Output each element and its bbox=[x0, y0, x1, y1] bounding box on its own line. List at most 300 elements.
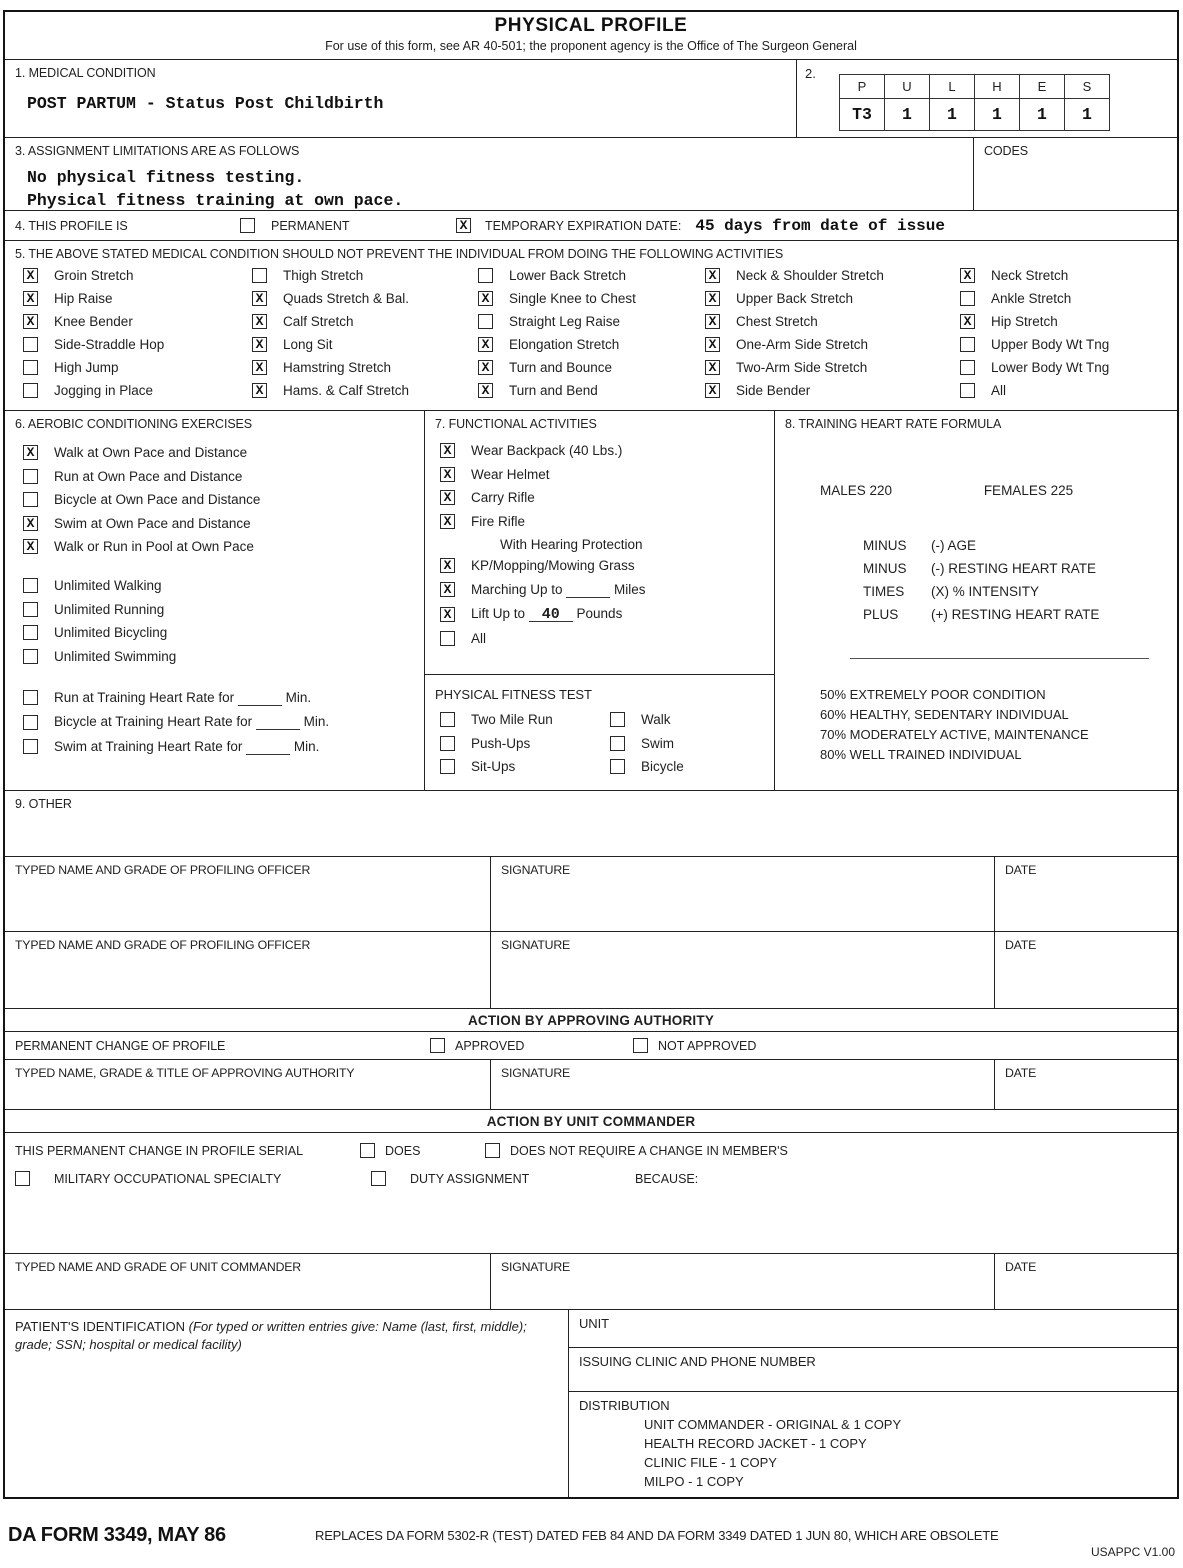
checkbox[interactable] bbox=[610, 759, 625, 774]
checkbox[interactable]: X bbox=[705, 360, 720, 375]
profiling-officer-signature-cell-2[interactable] bbox=[491, 932, 995, 1008]
date-label: DATE bbox=[1005, 938, 1037, 952]
checkbox-label: Bicycle at Training Heart Rate for Min. bbox=[54, 714, 330, 729]
checkbox-label: Thigh Stretch bbox=[283, 268, 364, 283]
checkbox-item bbox=[960, 360, 1177, 375]
checkbox-item bbox=[440, 467, 774, 482]
checkbox[interactable] bbox=[23, 360, 38, 375]
profile-type-label: 4. THIS PROFILE IS bbox=[15, 218, 128, 233]
checkbox[interactable] bbox=[23, 649, 38, 664]
checkbox[interactable]: X bbox=[960, 314, 975, 329]
duty-assignment-checkbox[interactable] bbox=[371, 1171, 386, 1186]
checkbox-item bbox=[610, 736, 774, 751]
signature-label: SIGNATURE bbox=[501, 1260, 571, 1274]
profiling-officer-name-label: TYPED NAME AND GRADE OF PROFILING OFFICER bbox=[15, 863, 311, 877]
checkbox[interactable]: X bbox=[440, 558, 455, 573]
checkbox[interactable]: X bbox=[478, 291, 493, 306]
checkbox[interactable] bbox=[440, 736, 455, 751]
checkbox-label: Side Bender bbox=[736, 383, 811, 398]
formula-steps bbox=[863, 534, 1177, 626]
approving-authority-date-cell[interactable] bbox=[995, 1060, 1177, 1109]
checkbox-label: Swim at Own Pace and Distance bbox=[54, 515, 251, 531]
checkbox-label: Push-Ups bbox=[471, 735, 531, 751]
checkbox-item bbox=[23, 649, 424, 664]
checkbox-label: Wear Helmet bbox=[471, 466, 550, 482]
checkbox-item bbox=[23, 291, 252, 306]
duty-assignment-label: DUTY ASSIGNMENT bbox=[410, 1171, 530, 1186]
physical-fitness-test-label: PHYSICAL FITNESS TEST bbox=[435, 687, 592, 702]
pulhes-value-u[interactable]: 1 bbox=[885, 99, 930, 131]
checkbox-label: Hip Raise bbox=[54, 291, 113, 306]
checkbox-label: Hamstring Stretch bbox=[283, 360, 392, 375]
mos-label: MILITARY OCCUPATIONAL SPECIALTY bbox=[54, 1171, 282, 1186]
pulhes-header-h: H bbox=[975, 75, 1020, 99]
date-label: DATE bbox=[1005, 1260, 1037, 1274]
checkbox-label: Calf Stretch bbox=[283, 314, 354, 329]
checkbox[interactable]: X bbox=[23, 314, 38, 329]
formula-divider bbox=[850, 658, 1149, 659]
codes-cell[interactable] bbox=[974, 138, 1177, 210]
distribution-cell bbox=[569, 1392, 1177, 1497]
checkbox-label: Neck Stretch bbox=[991, 268, 1069, 283]
unit-commander-header: ACTION BY UNIT COMMANDER bbox=[5, 1109, 1177, 1132]
functional-items-bottom bbox=[440, 558, 774, 646]
checkbox[interactable] bbox=[960, 337, 975, 352]
checkbox-label: Groin Stretch bbox=[54, 268, 134, 283]
checkbox-item bbox=[23, 268, 252, 283]
profiling-officer-name-label: TYPED NAME AND GRADE OF PROFILING OFFICER bbox=[15, 938, 311, 952]
aerobic-group-own-pace bbox=[23, 445, 424, 554]
checkbox[interactable]: X bbox=[252, 314, 267, 329]
pulhes-value-e[interactable]: 1 bbox=[1020, 99, 1065, 131]
checkbox[interactable]: X bbox=[705, 383, 720, 398]
checkbox-label: Swim at Training Heart Rate for Min. bbox=[54, 738, 320, 754]
checkbox[interactable] bbox=[960, 383, 975, 398]
checkbox[interactable]: X bbox=[705, 291, 720, 306]
checkbox-label: Chest Stretch bbox=[736, 314, 818, 329]
checkbox-label: Turn and Bend bbox=[509, 383, 598, 398]
distribution-label: DISTRIBUTION bbox=[579, 1398, 670, 1413]
checkbox-label: Two-Arm Side Stretch bbox=[736, 360, 868, 375]
patient-identification-cell[interactable] bbox=[5, 1310, 569, 1497]
permanent-label: PERMANENT bbox=[271, 218, 350, 233]
signature-label: SIGNATURE bbox=[501, 938, 571, 952]
checkbox-item bbox=[252, 383, 478, 398]
does-checkbox[interactable] bbox=[360, 1143, 375, 1158]
checkbox[interactable] bbox=[960, 291, 975, 306]
pulhes-header-u: U bbox=[885, 75, 930, 99]
approving-authority-signature-cell[interactable] bbox=[491, 1060, 995, 1109]
checkbox[interactable] bbox=[440, 759, 455, 774]
distribution-list bbox=[569, 1417, 1177, 1489]
fill-in-blank[interactable] bbox=[238, 692, 282, 706]
checkbox[interactable]: X bbox=[478, 337, 493, 352]
checkbox[interactable] bbox=[23, 739, 38, 754]
medical-condition-label: 1. MEDICAL CONDITION bbox=[15, 66, 156, 80]
formula-op-4: PLUS bbox=[863, 607, 899, 622]
checkbox[interactable] bbox=[252, 268, 267, 283]
section2-label: 2. bbox=[805, 66, 816, 81]
checkbox-label: Unlimited Running bbox=[54, 601, 165, 617]
checkbox-item bbox=[960, 314, 1177, 329]
unit-cell[interactable] bbox=[569, 1310, 1177, 1348]
fill-in-blank[interactable] bbox=[566, 584, 610, 598]
form-header bbox=[5, 12, 1177, 59]
unit-commander-signature-cell[interactable] bbox=[491, 1254, 995, 1309]
aerobic-group-unlimited bbox=[23, 578, 424, 664]
checkbox[interactable]: X bbox=[23, 268, 38, 283]
checkbox[interactable]: X bbox=[440, 607, 455, 622]
permanent-change-label: PERMANENT CHANGE OF PROFILE bbox=[15, 1038, 226, 1053]
checkbox-label: Walk or Run in Pool at Own Pace bbox=[54, 539, 254, 554]
checkbox-item bbox=[23, 360, 252, 375]
because-label: BECAUSE: bbox=[635, 1171, 699, 1186]
profiling-officer-name-cell-1[interactable] bbox=[5, 857, 491, 931]
functional-activities-label: 7. FUNCTIONAL ACTIVITIES bbox=[435, 417, 597, 431]
issuing-clinic-cell[interactable] bbox=[569, 1348, 1177, 1392]
checkbox[interactable] bbox=[23, 690, 38, 705]
formula-op-3: TIMES bbox=[863, 584, 905, 599]
checkbox-label: Lower Body Wt Tng bbox=[991, 360, 1110, 375]
replaces-note: REPLACES DA FORM 5302-R (TEST) DATED FEB 84 AND DA FORM 3349 DATED 1 JUN 80, WHICH ARE OBSOLETE bbox=[315, 1528, 999, 1543]
fill-in-blank[interactable] bbox=[246, 741, 290, 755]
checkbox-item bbox=[960, 337, 1177, 352]
medical-condition-cell[interactable] bbox=[5, 60, 797, 137]
checkbox-label: Fire Rifle bbox=[471, 513, 526, 529]
checkbox-item bbox=[23, 492, 424, 507]
checkbox-label: Carry Rifle bbox=[471, 490, 535, 505]
checkbox-item bbox=[705, 337, 960, 352]
checkbox-item bbox=[705, 291, 960, 306]
intensity-level-60: 60% HEALTHY, SEDENTARY INDIVIDUAL bbox=[820, 707, 1069, 722]
checkbox[interactable] bbox=[478, 268, 493, 283]
checkbox-item bbox=[23, 383, 252, 398]
checkbox-label: Lower Back Stretch bbox=[509, 268, 627, 283]
checkbox-label: Walk bbox=[641, 712, 671, 727]
checkbox[interactable] bbox=[23, 602, 38, 617]
hearing-protection-subheading: With Hearing Protection bbox=[500, 537, 643, 552]
formula-op-1: MINUS bbox=[863, 538, 907, 553]
patient-identification-note: (For typed or written entries give: Name (last, first, middle); grade; SSN; hospital or medical facility) bbox=[15, 1319, 527, 1352]
checkbox-label: Neck & Shoulder Stretch bbox=[736, 268, 884, 283]
checkbox[interactable] bbox=[23, 337, 38, 352]
females-base-rate: FEMALES 225 bbox=[983, 483, 1074, 498]
checkbox-item bbox=[960, 268, 1177, 283]
checkbox-label: Ankle Stretch bbox=[991, 291, 1072, 306]
formula-op-2: MINUS bbox=[863, 561, 907, 576]
checkbox[interactable]: X bbox=[440, 467, 455, 482]
checkbox-item bbox=[252, 314, 478, 329]
temporary-label: TEMPORARY EXPIRATION DATE: bbox=[485, 218, 682, 233]
checkbox-item bbox=[23, 445, 424, 460]
unit-commander-name-label: TYPED NAME AND GRADE OF UNIT COMMANDER bbox=[15, 1260, 301, 1274]
formula-expr-2: (-) RESTING HEART RATE bbox=[931, 561, 1097, 576]
approving-authority-name-cell[interactable] bbox=[5, 1060, 491, 1109]
unit-label: UNIT bbox=[579, 1316, 609, 1331]
checkbox-item bbox=[252, 291, 478, 306]
checkbox[interactable] bbox=[610, 736, 625, 751]
checkbox[interactable]: X bbox=[705, 268, 720, 283]
profile-serial-label: THIS PERMANENT CHANGE IN PROFILE SERIAL bbox=[15, 1143, 304, 1158]
activities-column-2 bbox=[252, 268, 478, 406]
checkbox-label: Hip Stretch bbox=[991, 314, 1058, 329]
checkbox-item bbox=[23, 625, 424, 640]
checkbox-label: Bicycle at Own Pace and Distance bbox=[54, 492, 261, 507]
formula-expr-1: (-) AGE bbox=[931, 538, 977, 553]
checkbox-label: Quads Stretch & Bal. bbox=[283, 291, 410, 306]
checkbox-item bbox=[252, 337, 478, 352]
does-not-checkbox[interactable] bbox=[485, 1143, 500, 1158]
formula-expr-3: (X) % INTENSITY bbox=[931, 584, 1040, 599]
checkbox[interactable]: X bbox=[440, 514, 455, 529]
checkbox-item bbox=[440, 443, 774, 458]
fitness-column-2 bbox=[610, 712, 774, 783]
checkbox-item bbox=[23, 314, 252, 329]
functional-items-top bbox=[440, 443, 774, 529]
checkbox[interactable]: X bbox=[23, 516, 38, 531]
checkbox-item bbox=[478, 291, 705, 306]
checkbox[interactable]: X bbox=[252, 291, 267, 306]
checkbox-item bbox=[478, 360, 705, 375]
checkbox-item bbox=[23, 578, 424, 593]
checkbox-item bbox=[478, 337, 705, 352]
formula-expr-4: (+) RESTING HEART RATE bbox=[931, 607, 1100, 622]
checkbox-item bbox=[440, 631, 774, 646]
checkbox-label: Two Mile Run bbox=[471, 712, 553, 727]
checkbox[interactable] bbox=[23, 625, 38, 640]
fill-in-blank[interactable]: 40 bbox=[529, 608, 573, 622]
checkbox-label: Unlimited Walking bbox=[54, 578, 162, 593]
checkbox-label: Jogging in Place bbox=[54, 383, 154, 398]
distribution-item: UNIT COMMANDER - ORIGINAL & 1 COPY bbox=[644, 1417, 902, 1432]
assignment-limitations-label: 3. ASSIGNMENT LIMITATIONS ARE AS FOLLOWS bbox=[15, 144, 300, 158]
form-subtitle: For use of this form, see AR 40-501; the proponent agency is the Office of The Surgeon General bbox=[325, 39, 857, 53]
pulhes-value-p[interactable]: T3 bbox=[840, 99, 885, 131]
profiling-officer-date-cell-1[interactable] bbox=[995, 857, 1177, 931]
checkbox-item bbox=[705, 383, 960, 398]
checkbox-item bbox=[23, 739, 424, 755]
checkbox-label: Run at Own Pace and Distance bbox=[54, 468, 243, 484]
checkbox-item bbox=[478, 383, 705, 398]
date-label: DATE bbox=[1005, 1066, 1037, 1080]
checkbox-item bbox=[23, 714, 424, 730]
checkbox-label: Lift Up to 40 Pounds bbox=[471, 606, 623, 623]
checkbox-label: Walk at Own Pace and Distance bbox=[54, 445, 248, 460]
checkbox[interactable] bbox=[23, 578, 38, 593]
checkbox-item bbox=[440, 514, 774, 529]
heart-rate-formula-label: 8. TRAINING HEART RATE FORMULA bbox=[785, 417, 1002, 431]
form-title: PHYSICAL PROFILE bbox=[494, 15, 688, 36]
checkbox-item bbox=[23, 539, 424, 554]
not-approved-checkbox[interactable] bbox=[633, 1038, 648, 1053]
checkbox-label: Marching Up to Miles bbox=[471, 581, 646, 597]
checkbox-label: Upper Back Stretch bbox=[736, 291, 854, 306]
other-section[interactable] bbox=[5, 790, 1177, 856]
checkbox-label: Run at Training Heart Rate for Min. bbox=[54, 689, 312, 705]
pulhes-header-e: E bbox=[1020, 75, 1065, 99]
checkbox-label: Unlimited Bicycling bbox=[54, 625, 168, 640]
checkbox[interactable]: X bbox=[440, 582, 455, 597]
date-label: DATE bbox=[1005, 863, 1037, 877]
pulhes-table bbox=[839, 74, 1110, 131]
checkbox-item bbox=[440, 606, 774, 622]
pulhes-cell bbox=[797, 60, 1177, 137]
intensity-level-70: 70% MODERATELY ACTIVE, MAINTENANCE bbox=[820, 727, 1089, 742]
physical-fitness-test-box bbox=[425, 675, 774, 783]
unit-commander-date-cell[interactable] bbox=[995, 1254, 1177, 1309]
checkbox-label: KP/Mopping/Mowing Grass bbox=[471, 558, 635, 573]
checkbox-label: Straight Leg Raise bbox=[509, 314, 621, 329]
checkbox-label: Bicycle bbox=[641, 759, 684, 774]
checkbox[interactable]: X bbox=[478, 383, 493, 398]
checkbox-label: Hams. & Calf Stretch bbox=[283, 383, 410, 398]
patient-identification-label: PATIENT'S IDENTIFICATION bbox=[15, 1319, 186, 1334]
checkbox[interactable] bbox=[440, 712, 455, 727]
checkbox-label: Upper Body Wt Tng bbox=[991, 337, 1110, 352]
checkbox[interactable] bbox=[23, 715, 38, 730]
intensity-level-50: 50% EXTREMELY POOR CONDITION bbox=[820, 687, 1046, 702]
checkbox-item bbox=[705, 314, 960, 329]
version-stamp: USAPPC V1.00 bbox=[1090, 1545, 1175, 1559]
checkbox-label: Turn and Bounce bbox=[509, 360, 613, 375]
limitation-line-2: Physical fitness training at own pace. bbox=[27, 191, 404, 210]
checkbox[interactable]: X bbox=[705, 314, 720, 329]
fill-in-blank[interactable] bbox=[256, 716, 300, 730]
pulhes-header-s: S bbox=[1065, 75, 1110, 99]
approving-authority-name-label: TYPED NAME, GRADE & TITLE OF APPROVING AUTHORITY bbox=[15, 1066, 355, 1080]
aerobic-group-heart-rate bbox=[23, 690, 424, 755]
physical-profile-form bbox=[3, 10, 1179, 1499]
does-not-label: DOES NOT REQUIRE A CHANGE IN MEMBER'S bbox=[510, 1143, 788, 1158]
males-base-rate: MALES 220 bbox=[820, 483, 893, 498]
checkbox-item bbox=[960, 383, 1177, 398]
checkbox-label: Sit-Ups bbox=[471, 759, 516, 774]
activities-section-label: 5. THE ABOVE STATED MEDICAL CONDITION SHOULD NOT PREVENT THE INDIVIDUAL FROM DOING THE FOLLOWING ACTIVITIES bbox=[15, 247, 784, 261]
checkbox[interactable]: X bbox=[252, 383, 267, 398]
checkbox-label: Elongation Stretch bbox=[509, 337, 620, 352]
aerobic-exercises-label: 6. AEROBIC CONDITIONING EXERCISES bbox=[15, 417, 253, 431]
intensity-levels bbox=[820, 685, 1177, 765]
temporary-checkbox[interactable]: X bbox=[456, 218, 471, 233]
pulhes-value-s[interactable]: 1 bbox=[1065, 99, 1110, 131]
checkbox-item bbox=[23, 690, 424, 706]
aerobic-exercises-section bbox=[5, 411, 425, 790]
checkbox[interactable]: X bbox=[440, 490, 455, 505]
checkbox-item bbox=[23, 337, 252, 352]
approving-authority-header: ACTION BY APPROVING AUTHORITY bbox=[5, 1008, 1177, 1031]
distribution-item: HEALTH RECORD JACKET - 1 COPY bbox=[644, 1436, 867, 1451]
form-number: DA FORM 3349, MAY 86 bbox=[8, 1524, 226, 1546]
checkbox[interactable]: X bbox=[23, 445, 38, 460]
checkbox-label: High Jump bbox=[54, 360, 119, 375]
intensity-level-80: 80% WELL TRAINED INDIVIDUAL bbox=[820, 747, 1022, 762]
checkbox-label: Knee Bender bbox=[54, 314, 133, 329]
unit-commander-name-cell[interactable] bbox=[5, 1254, 491, 1309]
checkbox-label: Unlimited Swimming bbox=[54, 648, 177, 664]
heart-rate-formula-section bbox=[775, 411, 1177, 790]
checkbox-item bbox=[705, 360, 960, 375]
checkbox-item bbox=[610, 712, 774, 727]
signature-label: SIGNATURE bbox=[501, 863, 571, 877]
checkbox[interactable]: X bbox=[478, 360, 493, 375]
checkbox[interactable] bbox=[610, 712, 625, 727]
checkbox-item bbox=[252, 360, 478, 375]
checkbox-item bbox=[440, 736, 610, 751]
checkbox-label: Wear Backpack (40 Lbs.) bbox=[471, 443, 623, 458]
checkbox-item bbox=[440, 582, 774, 598]
checkbox-item bbox=[960, 291, 1177, 306]
limitation-line-1: No physical fitness testing. bbox=[27, 168, 305, 187]
checkbox[interactable]: X bbox=[23, 291, 38, 306]
pulhes-header-p: P bbox=[840, 75, 885, 99]
activities-column-4 bbox=[705, 268, 960, 406]
activities-column-5 bbox=[960, 268, 1177, 406]
checkbox[interactable] bbox=[23, 469, 38, 484]
checkbox-label: All bbox=[471, 630, 487, 646]
checkbox-item bbox=[705, 268, 960, 283]
profiling-officer-signature-cell-1[interactable] bbox=[491, 857, 995, 931]
checkbox[interactable] bbox=[478, 314, 493, 329]
checkbox-item bbox=[478, 268, 705, 283]
checkbox[interactable]: X bbox=[23, 539, 38, 554]
checkbox-label: All bbox=[991, 383, 1007, 398]
checkbox[interactable] bbox=[440, 631, 455, 646]
other-label: 9. OTHER bbox=[15, 797, 72, 811]
checkbox[interactable] bbox=[23, 492, 38, 507]
signature-label: SIGNATURE bbox=[501, 1066, 571, 1080]
checkbox[interactable] bbox=[960, 360, 975, 375]
checkbox-label: One-Arm Side Stretch bbox=[736, 337, 869, 352]
distribution-item: CLINIC FILE - 1 COPY bbox=[644, 1455, 777, 1470]
profiling-officer-date-cell-2[interactable] bbox=[995, 932, 1177, 1008]
checkbox[interactable] bbox=[23, 383, 38, 398]
activities-column-1 bbox=[23, 268, 252, 406]
fitness-column-1 bbox=[440, 712, 610, 783]
checkbox[interactable]: X bbox=[960, 268, 975, 283]
checkbox-item bbox=[23, 469, 424, 484]
checkbox-item bbox=[478, 314, 705, 329]
functional-activities-section bbox=[425, 411, 775, 790]
not-approved-label: NOT APPROVED bbox=[658, 1038, 757, 1053]
codes-label: CODES bbox=[984, 144, 1028, 158]
checkbox-item bbox=[23, 516, 424, 531]
does-label: DOES bbox=[385, 1143, 421, 1158]
checkbox-item bbox=[252, 268, 478, 283]
permanent-checkbox[interactable] bbox=[240, 218, 255, 233]
approved-label: APPROVED bbox=[455, 1038, 525, 1053]
distribution-item: MILPO - 1 COPY bbox=[644, 1474, 744, 1489]
checkbox-label: Side-Straddle Hop bbox=[54, 337, 165, 352]
approved-checkbox[interactable] bbox=[430, 1038, 445, 1053]
pulhes-value-l[interactable]: 1 bbox=[930, 99, 975, 131]
checkbox-item bbox=[440, 712, 610, 727]
checkbox[interactable]: X bbox=[440, 443, 455, 458]
checkbox-label: Long Sit bbox=[283, 337, 333, 352]
profiling-officer-name-cell-2[interactable] bbox=[5, 932, 491, 1008]
checkbox[interactable]: X bbox=[252, 360, 267, 375]
checkbox[interactable]: X bbox=[252, 337, 267, 352]
pulhes-header-l: L bbox=[930, 75, 975, 99]
checkbox[interactable]: X bbox=[705, 337, 720, 352]
checkbox-item bbox=[440, 558, 774, 573]
pulhes-value-h[interactable]: 1 bbox=[975, 99, 1020, 131]
activities-column-3 bbox=[478, 268, 705, 406]
checkbox-item bbox=[440, 490, 774, 505]
temporary-expiration-value[interactable]: 45 days from date of issue bbox=[695, 216, 945, 235]
mos-checkbox[interactable] bbox=[15, 1171, 30, 1186]
medical-condition-value[interactable]: POST PARTUM - Status Post Childbirth bbox=[27, 94, 384, 113]
assignment-limitations-cell[interactable] bbox=[5, 138, 974, 210]
